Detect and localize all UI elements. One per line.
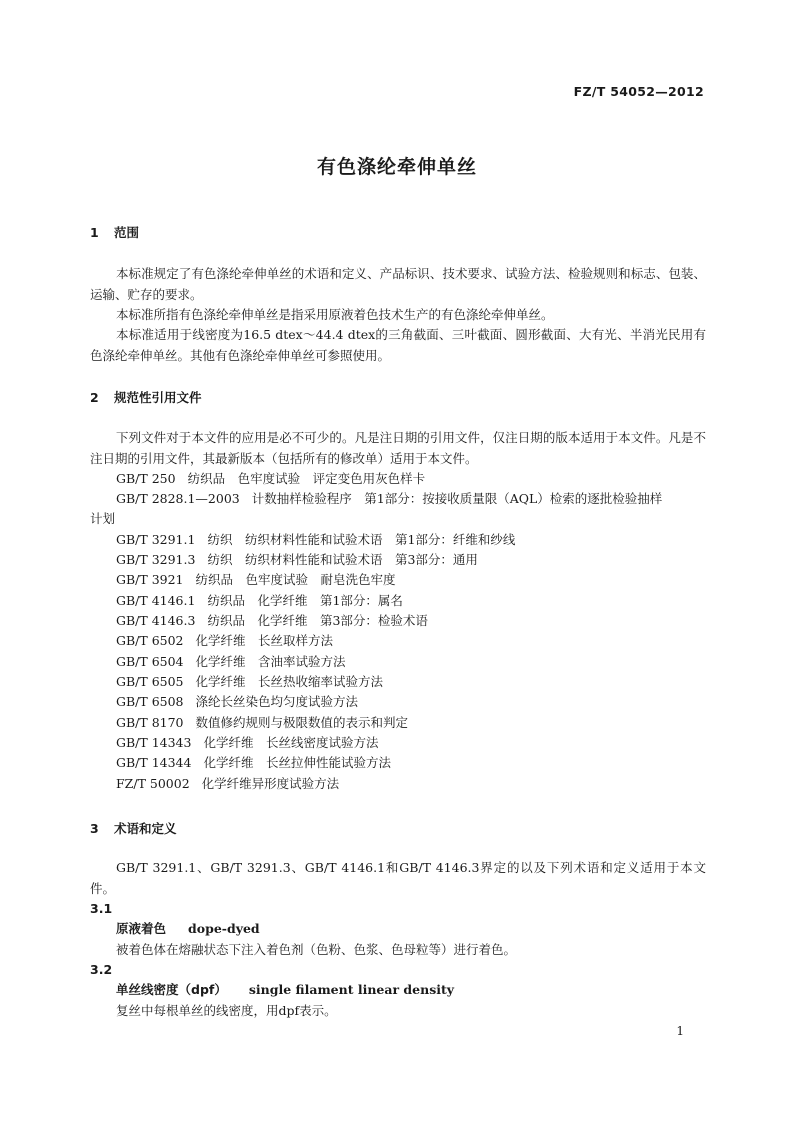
reference-item [116,631,333,651]
section-title: 规范性引用文件 [114,390,202,405]
document-title: 有色涤纶牵伸单丝 [316,156,477,178]
reference-item [116,611,428,631]
reference-code: GB/T 3291.3 [116,552,196,567]
term-definition: 被着色体在熔融状态下注入着色剂（色粉、色浆、色母粒等）进行着色。 [116,942,517,957]
reference-item [116,672,383,692]
reference-title: 纺织品 色牢度试验 评定变色用灰色样卡 [187,471,426,486]
reference-item [116,570,396,590]
section-heading-terms-definitions [90,819,177,837]
reference-code: GB/T 6504 [116,654,184,669]
reference-item [116,530,515,550]
section-title: 范围 [114,225,140,240]
section-number: 2 [90,390,99,405]
paragraph: 下列文件对于本文件的应用是必不可少的。凡是注日期的引用文件，仅注日期的版本适用于本文件。凡是不注日期的引用文件，其最新版本（包括所有的修改单）适用于本文件。 [90,430,706,466]
reference-title: 涤纶长丝染色均匀度试验方法 [195,694,359,709]
term-entry [116,980,454,1000]
reference-item [116,774,339,794]
reference-code: GB/T 14344 [116,755,192,770]
reference-code: GB/T 3291.1 [116,532,196,547]
reference-title: 化学纤维 长丝热收缩率试验方法 [195,674,384,689]
term-definition: 复丝中每根单丝的线密度，用dpf表示。 [116,1003,337,1018]
term-english: dope-dyed [188,921,260,936]
reference-title: 纺织 纺织材料性能和试验术语 第3部分：通用 [207,552,478,567]
reference-item [116,591,403,611]
reference-item [116,753,391,773]
reference-title: 纺织品 化学纤维 第3部分：检验术语 [207,613,428,628]
reference-title: 纺织 纺织材料性能和试验术语 第1部分：纤维和纱线 [207,532,516,547]
reference-code: GB/T 3921 [116,572,184,587]
reference-item [116,733,378,753]
reference-item [116,713,408,733]
reference-code: GB/T 2828.1—2003 [116,491,240,506]
reference-item [116,489,662,509]
section-title: 术语和定义 [114,821,177,836]
reference-item [116,469,425,489]
section-number: 3 [90,821,99,836]
reference-code: FZ/T 50002 [116,776,190,791]
reference-title: 纺织品 化学纤维 第1部分：属名 [207,593,403,608]
clause-number: 3.2 [90,962,113,977]
reference-code: GB/T 8170 [116,715,184,730]
reference-title: 化学纤维 长丝线密度试验方法 [203,735,379,750]
reference-item [116,692,358,712]
reference-code: GB/T 250 [116,471,176,486]
section-heading-scope [90,223,139,241]
section-heading-normative-references [90,388,202,406]
reference-item [116,652,346,672]
reference-code: GB/T 6508 [116,694,184,709]
standard-code: FZ/T 54052—2012 [573,84,704,99]
reference-code: GB/T 6505 [116,674,184,689]
paragraph: 本标准适用于线密度为16.5 dtex～44.4 dtex的三角截面、三叶截面、圆形截面、大有光、半消光民用有色涤纶牵伸单丝。其他有色涤纶牵伸单丝可参照使用。 [90,327,706,363]
paragraph: GB/T 3291.1、GB/T 3291.3、GB/T 4146.1和GB/T 4146.3界定的以及下列术语和定义适用于本文件。 [90,860,706,896]
term-english: single filament linear density [248,982,455,997]
reference-title: 化学纤维 含油率试验方法 [195,654,346,669]
reference-title: 计数抽样检验程序 第1部分：按接收质量限（AQL）检索的逐批检验抽样 [251,491,663,506]
term-chinese: 原液着色 [116,921,167,936]
reference-title: 纺织品 色牢度试验 耐皂洗色牢度 [195,572,396,587]
reference-title: 化学纤维 长丝取样方法 [195,633,334,648]
clause-number: 3.1 [90,901,113,916]
term-chinese: 单丝线密度（dpf） [116,982,227,997]
reference-code: GB/T 4146.1 [116,593,196,608]
reference-continuation: 计划 [90,511,116,526]
reference-title: 数值修约规则与极限数值的表示和判定 [195,715,409,730]
reference-item [116,550,478,570]
term-entry [116,919,260,939]
reference-code: GB/T 4146.3 [116,613,196,628]
paragraph: 本标准所指有色涤纶牵伸单丝是指采用原液着色技术生产的有色涤纶牵伸单丝。 [116,307,554,322]
reference-title: 化学纤维异形度试验方法 [201,776,340,791]
paragraph: 本标准规定了有色涤纶牵伸单丝的术语和定义、产品标识、技术要求、试验方法、检验规则和标志、包装、运输、贮存的要求。 [90,266,706,302]
section-number: 1 [90,225,99,240]
page-number: 1 [676,1024,684,1038]
reference-title: 化学纤维 长丝拉伸性能试验方法 [203,755,391,770]
reference-code: GB/T 14343 [116,735,192,750]
reference-code: GB/T 6502 [116,633,184,648]
